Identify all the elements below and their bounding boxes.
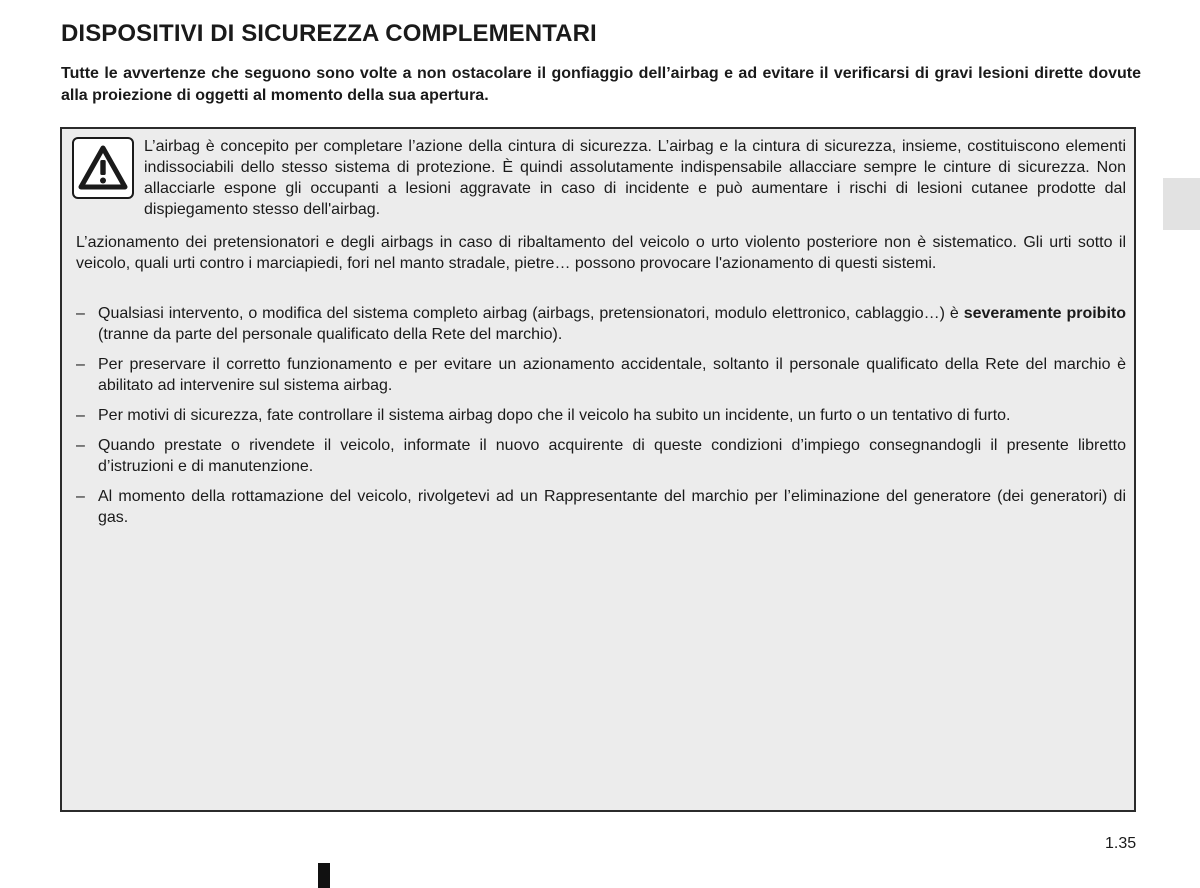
intro-paragraph: Tutte le avvertenze che seguono sono volte a non ostacolare il gonfiaggio dell’airbag e ad evitare il verificarsi di gravi lesioni dirette dovute alla proiezione di oggetti al momento della sua apertura. bbox=[61, 65, 1141, 104]
warning-triangle-icon bbox=[72, 137, 134, 199]
page-number: 1.35 bbox=[1105, 835, 1137, 852]
crop-mark bbox=[318, 863, 330, 888]
bullet-text: Per motivi di sicurezza, fate controllare il sistema airbag dopo che il veicolo ha subito un incidente, un furto o un tentativo di furto. bbox=[98, 407, 1011, 424]
bullet-dash: – bbox=[76, 356, 85, 373]
list-item bbox=[76, 435, 1126, 477]
warning-paragraph-pretensioners: L’azionamento dei pretensionatori e degli airbags in caso di ribaltamento del veicolo o urto violento posteriore non è sistematico. Gli urti sotto il veicolo, quali urti contro i marciapiedi, fori nel manto stradale, pietre… possono provocare l'azionamento di questi sistemi. bbox=[76, 234, 1126, 272]
bullet-text: Qualsiasi intervento, o modifica del sistema completo airbag (airbags, pretensionatori, modulo elettronico, cablaggio…) è bbox=[98, 305, 964, 322]
bullet-dash: – bbox=[76, 407, 85, 424]
warning-bullet-list bbox=[76, 303, 1126, 537]
bullet-dash: – bbox=[76, 437, 85, 454]
chapter-side-tab bbox=[1163, 178, 1200, 230]
list-item bbox=[76, 405, 1126, 426]
warning-box bbox=[60, 127, 1136, 812]
bullet-emphasis: severamente proibito bbox=[963, 305, 1127, 322]
list-item bbox=[76, 303, 1126, 345]
bullet-text: Per preservare il corretto funzionamento e per evitare un azionamento accidentale, soltanto il personale qualificato della Rete del marchio è abilitato ad intervenire sul sistema airbag. bbox=[98, 356, 1126, 394]
bullet-dash: – bbox=[76, 488, 85, 505]
list-item bbox=[76, 486, 1126, 528]
warning-paragraph-airbag: L’airbag è concepito per completare l’azione della cintura di sicurezza. L’airbag e la cintura di sicurezza, insieme, costituiscono elementi indissociabili dello stesso sistema di protezione. È quindi assolutamente indispensabile allacciare sempre le cinture di sicurezza. Non allacciarle espone gli occupanti a lesioni aggravate in caso di incidente e può aumentare i rischi di lesioni cutanee prodotte dal dispiegamento stesso dell'airbag. bbox=[144, 138, 1126, 218]
bullet-dash: – bbox=[76, 305, 85, 322]
bullet-text: Quando prestate o rivendete il veicolo, informate il nuovo acquirente di queste condizioni d’impiego consegnandogli il presente libretto d’istruzioni e di manutenzione. bbox=[98, 437, 1126, 475]
bullet-text: Al momento della rottamazione del veicolo, rivolgetevi ad un Rappresentante del marchio per l’eliminazione del generatore (dei generatori) di gas. bbox=[98, 488, 1126, 526]
list-item bbox=[76, 354, 1126, 396]
bullet-text: (tranne da parte del personale qualificato della Rete del marchio). bbox=[98, 326, 563, 343]
page-title: DISPOSITIVI DI SICUREZZA COMPLEMENTARI bbox=[61, 20, 597, 47]
